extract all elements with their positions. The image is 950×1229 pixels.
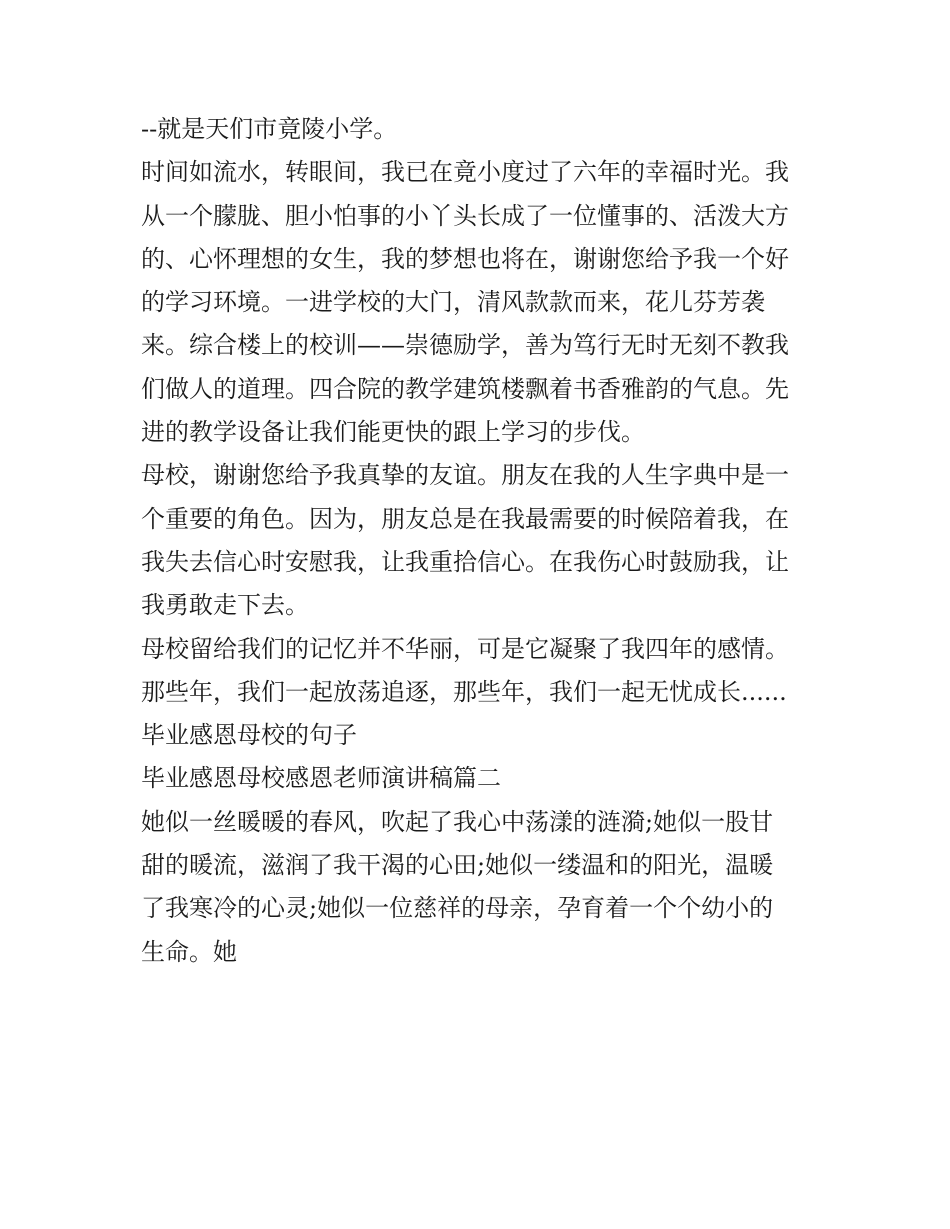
section-heading: 毕业感恩母校感恩老师演讲稿篇二: [141, 764, 501, 793]
text-line: 的、心怀理想的女生，我的梦想也将在，谢谢您给予我一个好: [141, 244, 789, 273]
text-line: 们做人的道理。四合院的教学建筑楼飘着书香雅韵的气息。先: [141, 374, 789, 403]
section-heading: 毕业感恩母校的句子: [141, 721, 357, 750]
text-line: 了我寒冷的心灵;她似一位慈祥的母亲，孕育着一个个幼小的: [141, 894, 774, 923]
document-body: [141, 108, 821, 974]
text-line: 我失去信心时安慰我，让我重拾信心。在我伤心时鼓励我，让: [141, 547, 789, 576]
text-line: 来。综合楼上的校训——崇德励学，善为笃行无时无刻不教我: [141, 331, 789, 360]
text-line: 从一个朦胧、胆小怕事的小丫头长成了一位懂事的、活泼大方: [141, 201, 789, 230]
text-line: 的学习环境。一进学校的大门，清风款款而来，花儿芬芳袭: [141, 288, 765, 317]
text-line: 我勇敢走下去。: [141, 591, 309, 620]
text-line: 母校，谢谢您给予我真挚的友谊。朋友在我的人生字典中是一: [141, 461, 789, 490]
text-line: 生命。她: [141, 937, 237, 966]
text-line: --就是天们市竟陵小学。: [141, 115, 398, 143]
text-line: 时间如流水，转眼间，我已在竟小度过了六年的幸福时光。我: [141, 158, 789, 187]
text-line: 母校留给我们的记忆并不华丽，可是它凝聚了我四年的感情。: [141, 634, 789, 663]
text-line: 个重要的角色。因为，朋友总是在我最需要的时候陪着我，在: [141, 504, 789, 533]
text-line: 进的教学设备让我们能更快的跟上学习的步伐。: [141, 418, 645, 447]
text-line: 她似一丝暖暖的春风，吹起了我心中荡漾的涟漪;她似一股甘: [141, 807, 774, 836]
text-line: 那些年，我们一起放荡追逐，那些年，我们一起无忧成长......: [141, 677, 787, 706]
text-line: 甜的暖流，滋润了我干渴的心田;她似一缕温和的阳光，温暖: [141, 851, 774, 880]
